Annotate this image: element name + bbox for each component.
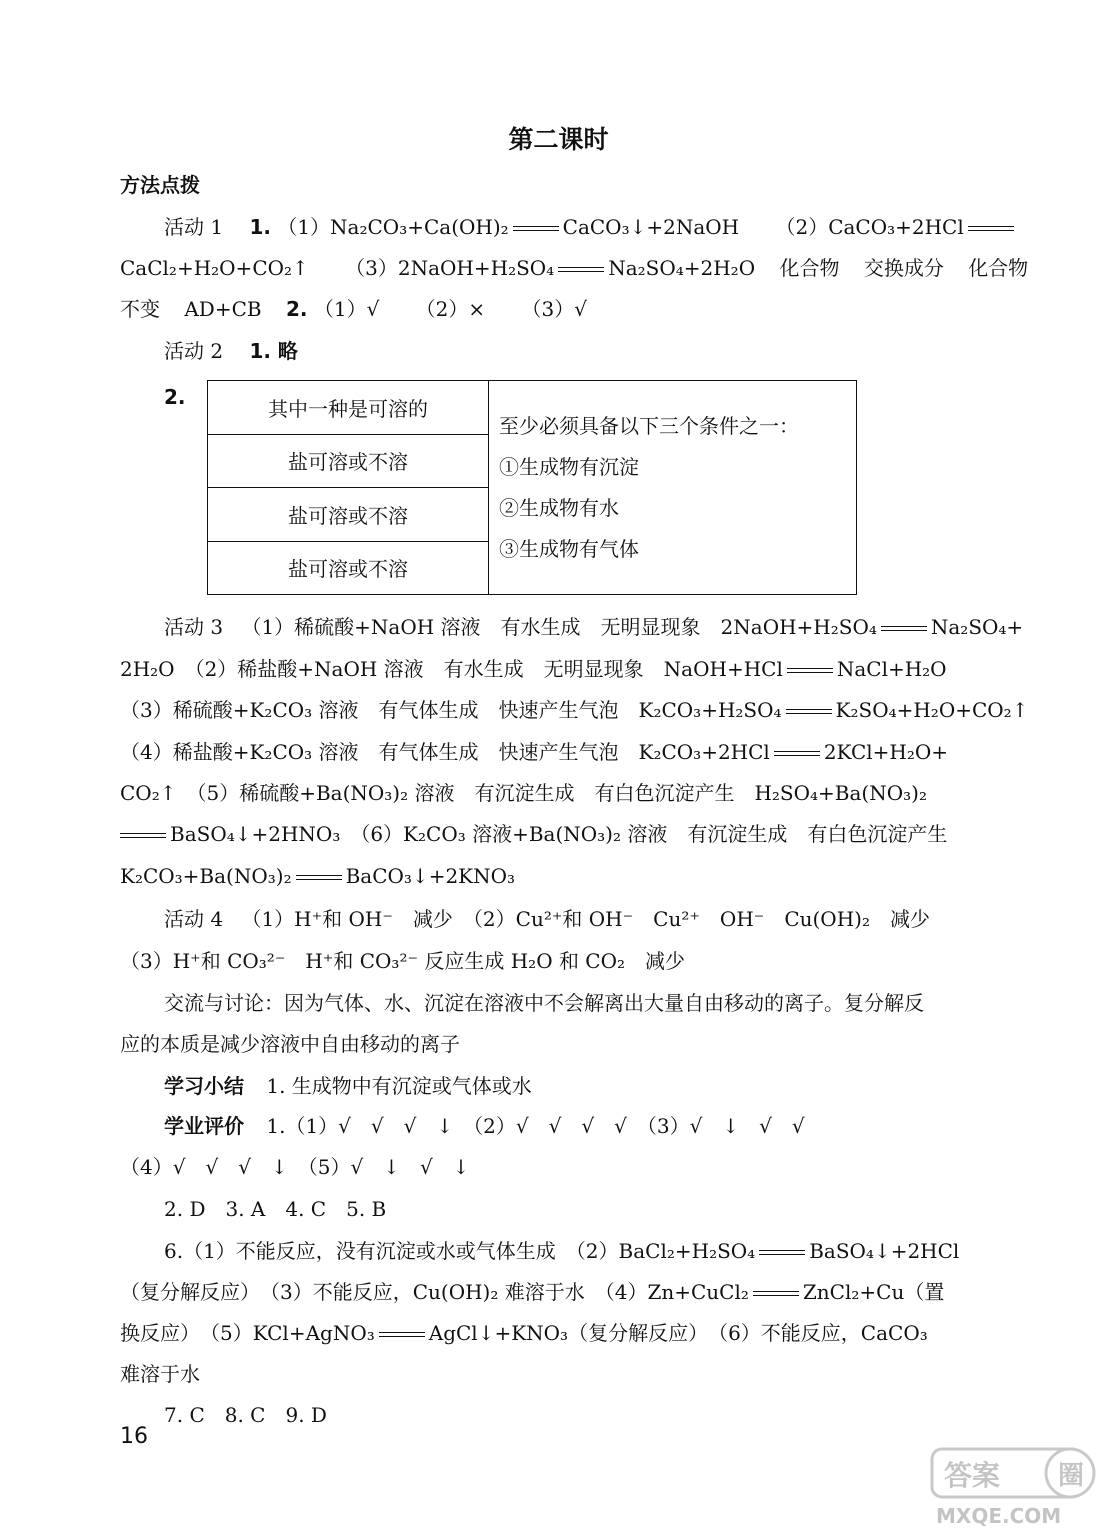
answer-text: （复分解反应） （3）不能反应，Cu(OH)₂ 难溶于水 （4）Zn+CuCl₂: [120, 1280, 749, 1304]
evaluation-line7: 难溶于水: [120, 1362, 200, 1386]
table-cell: 其中一种是可溶的: [208, 381, 489, 435]
equation-right: NaCl+H₂O: [836, 657, 947, 681]
equals-sign: [759, 1250, 805, 1255]
activity3-line2: [120, 654, 1000, 684]
equation-right: BaSO₄↓+2HCl: [809, 1239, 960, 1263]
activity1-line3: [120, 294, 1000, 324]
equals-sign: [786, 709, 832, 714]
equation-left: （3）2NaOH+H₂SO₄: [345, 256, 555, 280]
item-number: 2.: [285, 297, 308, 321]
answer-text: （2）×: [415, 297, 486, 321]
condition-item: ①生成物有沉淀: [499, 454, 639, 479]
watermark-logo: [930, 1445, 1105, 1530]
item-number: 2.: [164, 385, 186, 409]
activity2-line1: [164, 336, 1000, 366]
equals-sign: [296, 875, 342, 880]
answer-text: BaSO₄↓+2HNO₃ （6）K₂CO₃ 溶液+Ba(NO₃)₂ 溶液 有沉淀生成 有白色沉淀产生: [170, 822, 948, 846]
activity1-line1: [164, 212, 1000, 242]
activity-label: 活动 4: [164, 907, 224, 931]
equation-right: K₂SO₄+H₂O+CO₂↑: [835, 698, 1029, 722]
activity-label: 活动 1: [164, 215, 224, 239]
answer-text: 6.（1）不能反应，没有沉淀或水或气体生成 （2）BaCl₂+H₂SO₄: [164, 1239, 756, 1263]
evaluation-line4: [164, 1236, 1000, 1266]
equation-left: K₂CO₃+Ba(NO₃)₂: [120, 864, 292, 888]
answer-text: 2H₂O （2）稀盐酸+NaOH 溶液 有水生成 无明显现象 NaOH+HCl: [120, 657, 783, 681]
activity3-line1: [164, 612, 1024, 642]
equals-sign: [968, 226, 1014, 231]
equation-right: CaCO₃↓+2NaOH: [562, 215, 740, 239]
equals-sign: [379, 1332, 425, 1337]
page-title: 第二课时: [508, 125, 609, 154]
evaluation-line6: [120, 1318, 1000, 1348]
answer-text: （3）稀硫酸+K₂CO₃ 溶液 有气体生成 快速产生气泡 K₂CO₃+H₂SO₄: [120, 698, 782, 722]
section-heading: 方法点拨: [120, 173, 200, 197]
item-number: 1.: [249, 215, 271, 239]
section-label: 学业评价: [164, 1114, 244, 1138]
activity-label: 活动 2: [164, 339, 224, 363]
answer-text: （4）稀盐酸+K₂CO₃ 溶液 有气体生成 快速产生气泡 K₂CO₃+2HCl: [120, 740, 770, 764]
conditions-heading: 至少必须具备以下三个条件之一：: [499, 413, 799, 438]
activity3-line6: [120, 819, 1000, 849]
activity3-line7: [120, 861, 1000, 891]
activity3-line5: [120, 778, 1000, 808]
equation-right: Na₂SO₄+: [930, 615, 1024, 639]
answer-text: （3）√: [521, 297, 587, 321]
answer-text: 化合物: [779, 256, 840, 280]
equation-right: ZnCl₂+Cu（置: [802, 1280, 945, 1304]
table-cell: 盐可溶或不溶: [208, 434, 489, 488]
answer-text: （1）√: [313, 297, 380, 321]
activity3-line3: [120, 695, 1029, 725]
answer-text: AD+CB: [184, 297, 262, 321]
discussion-line2: 应的本质是减少溶液中自由移动的离子: [120, 1032, 460, 1056]
page-number: 16: [120, 1424, 148, 1449]
equation-right: 2KCl+H₂O+: [823, 740, 949, 764]
equation-right: Na₂SO₄+2H₂O: [608, 256, 756, 280]
equals-sign: [881, 626, 927, 631]
svg-text:MXQE.COM: MXQE.COM: [936, 1504, 1062, 1528]
conditions-cell: [489, 381, 857, 595]
activity1-line2: [120, 253, 1029, 283]
evaluation-line3: 2. D 3. A 4. C 5. B: [164, 1197, 387, 1221]
condition-item: ②生成物有水: [499, 495, 619, 520]
equation-left: （1）Na₂CO₃+Ca(OH)₂: [277, 215, 509, 239]
condition-item: ③生成物有气体: [499, 536, 639, 561]
answer-text: 1. 生成物中有沉淀或气体或水: [266, 1074, 532, 1098]
equals-sign: [513, 226, 559, 231]
answer-text: 化合物: [968, 256, 1029, 280]
equation-right: AgCl↓+KNO₃（复分解反应） （6）不能反应，CaCO₃: [428, 1321, 928, 1345]
answer-text: 换反应） （5）KCl+AgNO₃: [120, 1321, 375, 1345]
answer-text: （1）H⁺和 OH⁻ 减少 （2）Cu²⁺和 OH⁻ Cu²⁺ OH⁻ Cu(OH)₂ 减少: [241, 907, 930, 931]
answer-text: （1）稀硫酸+NaOH 溶液 有水生成 无明显现象 2NaOH+H₂SO₄: [241, 615, 877, 639]
svg-text:答案: 答案: [944, 1459, 1001, 1492]
equation-right: BaCO₃↓+2KNO₃: [345, 864, 516, 888]
equation-left: （2）CaCO₃+2HCl: [775, 215, 964, 239]
activity4-line1: [164, 904, 1000, 934]
activity4-line2: （3）H⁺和 CO₃²⁻ H⁺和 CO₃²⁻ 反应生成 H₂O 和 CO₂ 减少: [120, 949, 686, 973]
equals-sign: [120, 833, 166, 838]
table-cell: 盐可溶或不溶: [208, 541, 489, 595]
answer-text: 交换成分: [863, 256, 944, 280]
answer-text: CO₂↑ （5）稀硫酸+Ba(NO₃)₂ 溶液 有沉淀生成 有白色沉淀产生 H₂SO₄+Ba(NO₃)₂: [120, 781, 927, 805]
activity3-line4: [120, 737, 1000, 767]
equation-right: CaCl₂+H₂O+CO₂↑: [120, 256, 309, 280]
evaluation-line8: 7. C 8. C 9. D: [164, 1403, 327, 1427]
evaluation-line5: [120, 1277, 1000, 1307]
svg-text:圈: 圈: [1058, 1461, 1085, 1491]
table-cell: 盐可溶或不溶: [208, 488, 489, 542]
equals-sign: [753, 1291, 799, 1296]
equals-sign: [787, 668, 833, 673]
summary-line: [164, 1071, 1000, 1101]
evaluation-line2: （4）√ √ √ ↓ （5）√ ↓ √ ↓: [120, 1155, 470, 1179]
answer-text: 1.（1）√ √ √ ↓ （2）√ √ √ √ （3）√ ↓ √ √: [266, 1114, 805, 1138]
answer-text: 1. 略: [249, 339, 298, 363]
activity-label: 活动 3: [164, 615, 224, 639]
equals-sign: [774, 751, 820, 756]
section-label: 学习小结: [164, 1074, 244, 1098]
answer-table: [207, 380, 857, 595]
equals-sign: [558, 267, 604, 272]
evaluation-line1: [164, 1111, 1000, 1141]
answer-text: 不变: [120, 297, 160, 321]
discussion-line1: 交流与讨论：因为气体、水、沉淀在溶液中不会解离出大量自由移动的离子。复分解反: [164, 991, 924, 1015]
